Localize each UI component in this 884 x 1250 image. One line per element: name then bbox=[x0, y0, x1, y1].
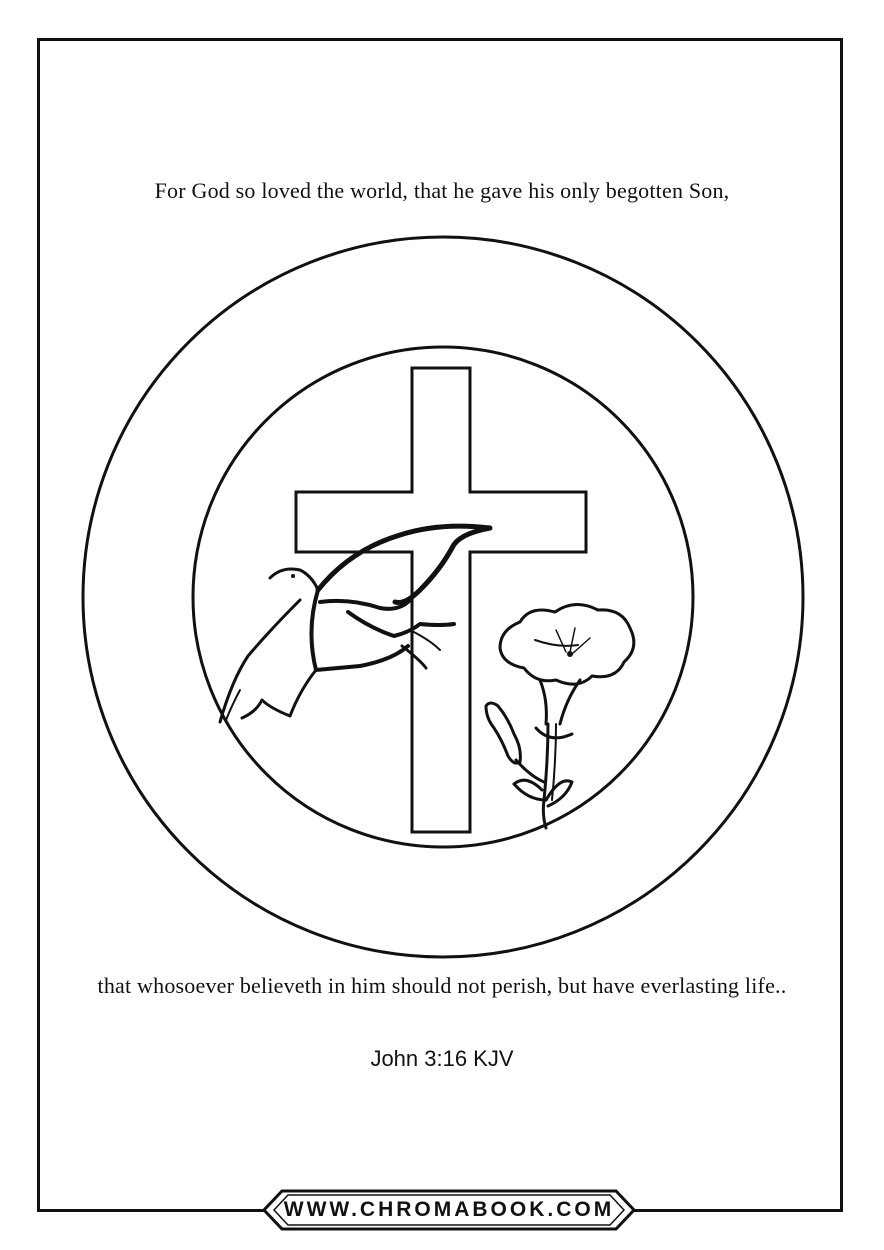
website-url[interactable]: WWW.CHROMABOOK.COM bbox=[283, 1198, 615, 1221]
lily-flower-icon bbox=[486, 604, 634, 828]
verse-line-bottom: that whosoever believeth in him should not perish, but have everlasting life.. bbox=[97, 973, 787, 998]
verse-reference: John 3:16 KJV bbox=[370, 1046, 514, 1071]
verse-line-top: For God so loved the world, that he gave his only begotten Son, bbox=[154, 178, 730, 203]
